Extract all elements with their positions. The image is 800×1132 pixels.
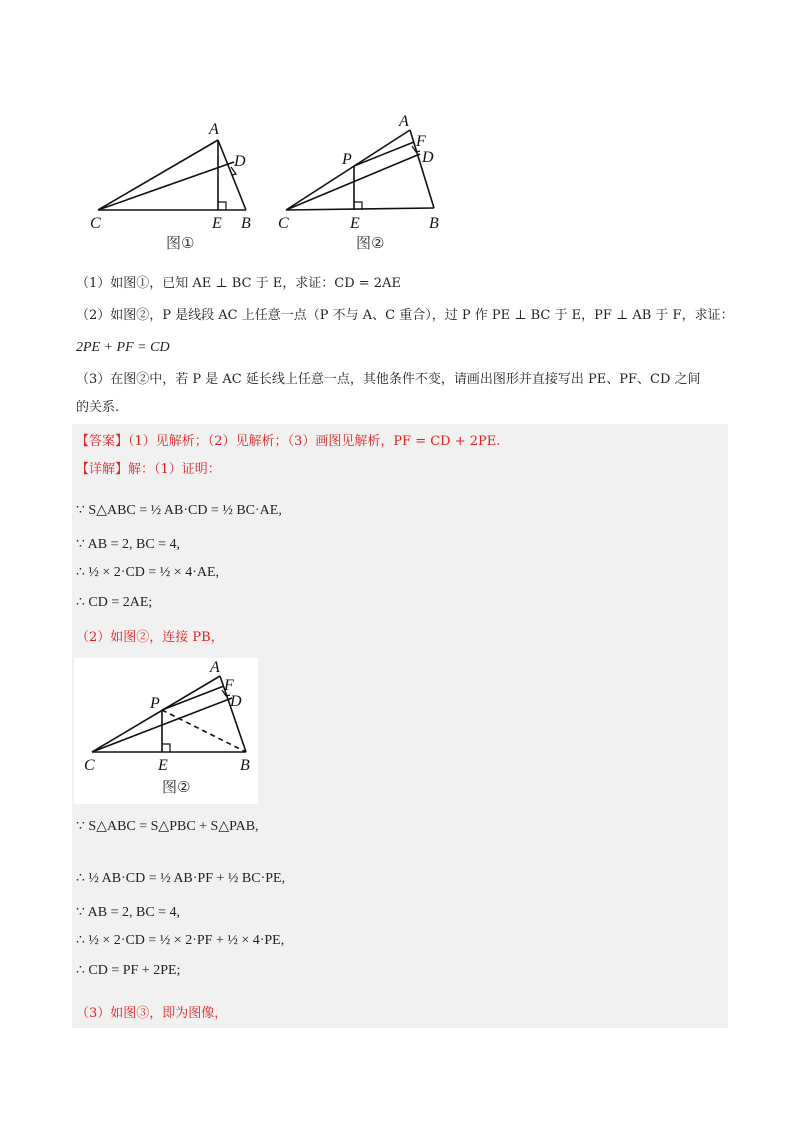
label-b3: B <box>240 757 250 774</box>
label-c: C <box>90 215 101 232</box>
proof2-line4: ∴ ½ × 2·CD = ½ × 2·PF + ½ × 4·PE, <box>76 933 285 948</box>
proof2-line1: ∵ S△ABC = S△PBC + S△PAB, <box>76 819 259 834</box>
proof1-line4: ∴ CD = 2AE; <box>76 595 153 610</box>
label-e2: E <box>350 215 360 232</box>
proof1-line1: ∵ S△ABC = ½ AB·CD = ½ BC·AE, <box>76 503 282 518</box>
question-3-line2: 的关系. <box>76 400 120 415</box>
label-a3: A <box>210 659 220 676</box>
label-e3: E <box>158 757 168 774</box>
proof2-line3: ∵ AB = 2, BC = 4, <box>76 905 181 920</box>
proof2-line5: ∴ CD = PF + 2PE; <box>76 963 181 978</box>
label-a: A <box>209 121 219 138</box>
label-b2: B <box>429 215 439 232</box>
answer-line: 【答案】（1）见解析；（2）见解析；（3）画图见解析，PF = CD + 2PE. <box>76 434 501 449</box>
label-c2: C <box>278 215 289 232</box>
question-3-line1: （3）在图②中，若 P 是 AC 延长线上任意一点，其他条件不变，请画出图形并直接写出 PE、PF、CD 之间 <box>76 372 701 387</box>
label-b: B <box>241 215 251 232</box>
proof1-line2: ∵ AB = 2, BC = 4, <box>76 537 181 552</box>
label-d3: D <box>230 693 242 710</box>
proof1-line3: ∴ ½ × 2·CD = ½ × 4·AE, <box>76 565 220 580</box>
figure-2-caption: 图② <box>356 234 385 252</box>
label-f2: F <box>416 133 426 150</box>
figure-1 <box>88 112 268 252</box>
label-a2: A <box>399 113 409 130</box>
label-p2: P <box>342 151 352 168</box>
detail-header: 【详解】解：（1）证明： <box>76 462 221 477</box>
label-c3: C <box>84 757 95 774</box>
label-d2: D <box>422 149 434 166</box>
question-1: （1）如图①，已知 AE ⊥ BC 于 E，求证：CD = 2AE <box>76 276 401 291</box>
part3-header: （3）如图③，即为图像， <box>76 1006 228 1021</box>
figure-1-caption: 图① <box>166 234 195 252</box>
part2-header: （2）如图②，连接 PB， <box>76 630 224 645</box>
proof2-line2: ∴ ½ AB·CD = ½ AB·PF + ½ BC·PE, <box>76 871 286 886</box>
label-p3: P <box>150 695 160 712</box>
question-2-line1: （2）如图②，P 是线段 AC 上任意一点（P 不与 A、C 重合），过 P 作 PE ⊥ BC 于 E，PF ⊥ AB 于 F，求证： <box>76 308 734 323</box>
label-d: D <box>234 153 246 170</box>
label-f3: F <box>224 677 234 694</box>
question-2-line2: 2PE + PF = CD <box>76 340 170 355</box>
figure-2 <box>276 112 456 252</box>
figure-3-caption: 图② <box>162 778 191 796</box>
label-e: E <box>212 215 222 232</box>
figure-2-with-pb <box>74 658 258 804</box>
